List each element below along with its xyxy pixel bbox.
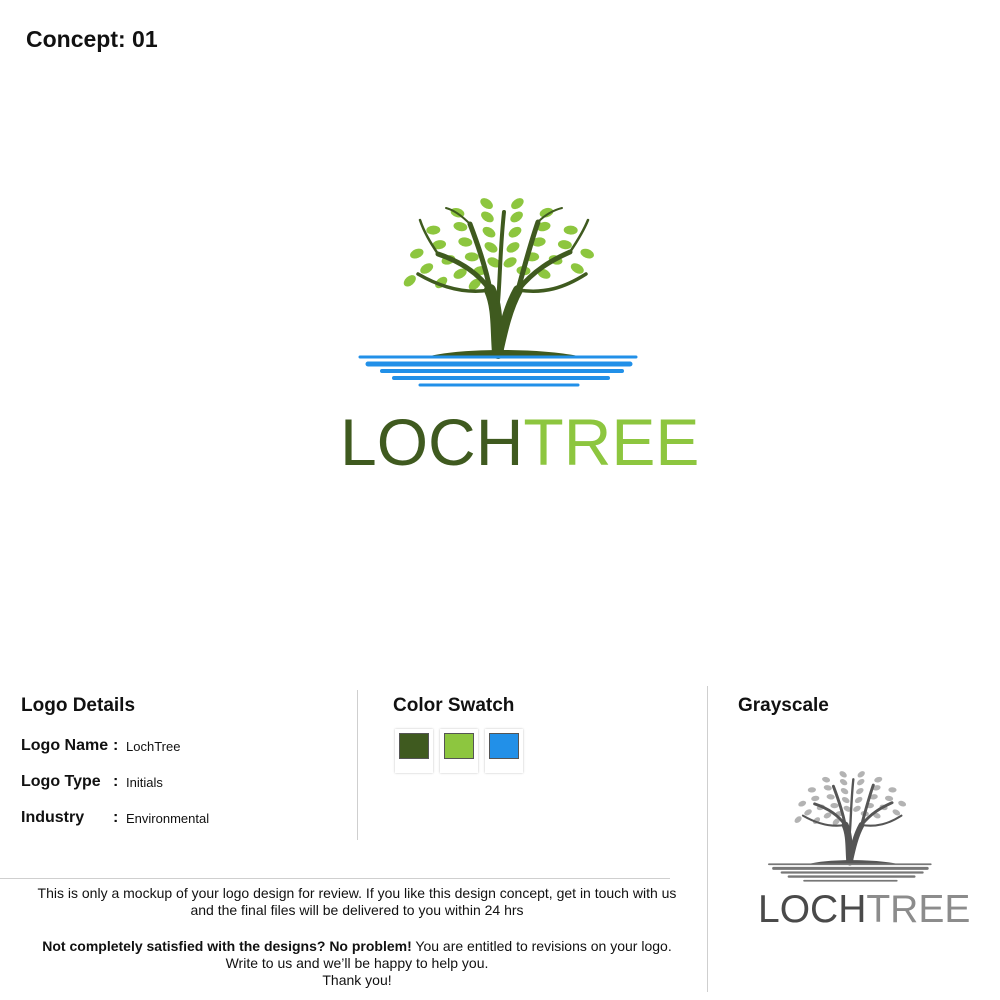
grayscale-wordmark bbox=[758, 888, 970, 932]
gray-leaf bbox=[839, 778, 849, 787]
color-chip-blue bbox=[485, 729, 523, 773]
detail-label: Logo Name bbox=[21, 737, 109, 754]
main-leaf bbox=[426, 225, 440, 235]
footer-bold-text: Not completely satisfied with the designs? No problem! bbox=[42, 938, 412, 954]
tree-over-water-icon-grayscale bbox=[756, 765, 946, 885]
detail-colon: : bbox=[113, 737, 119, 754]
gray-leaf bbox=[838, 770, 848, 779]
detail-value: Environmental bbox=[126, 811, 210, 826]
main-leaf bbox=[409, 247, 425, 261]
footer-text: and the final files will be delivered to you within 24 hrs bbox=[190, 902, 524, 918]
chip-fill bbox=[399, 733, 429, 759]
main-leaf bbox=[458, 237, 473, 248]
detail-row-type bbox=[21, 773, 351, 793]
tree-over-water-icon bbox=[338, 190, 662, 390]
detail-label: Logo Type bbox=[21, 773, 101, 790]
gray-leaf bbox=[897, 800, 907, 808]
main-leaf bbox=[402, 273, 418, 289]
chip-fill bbox=[444, 733, 474, 759]
main-leaf bbox=[509, 196, 526, 212]
gray-leaf bbox=[797, 800, 807, 808]
grayscale-heading: Grayscale bbox=[738, 695, 829, 716]
wordmark-tree: TREE bbox=[523, 405, 700, 479]
detail-colon: : bbox=[113, 773, 119, 790]
footer-divider bbox=[0, 878, 670, 879]
detail-row-industry bbox=[21, 809, 351, 829]
color-chip-dark-green bbox=[395, 729, 433, 773]
footer-thank-you: Thank you! bbox=[322, 972, 392, 988]
gray-leaf bbox=[856, 778, 866, 787]
color-chip-light-green bbox=[440, 729, 478, 773]
gray-leaf bbox=[855, 787, 865, 796]
gray-leaf bbox=[808, 787, 816, 793]
wordmark-loch: LOCH bbox=[340, 405, 524, 479]
wordmark-tree: TREE bbox=[866, 888, 971, 931]
main-leaf bbox=[557, 239, 572, 250]
chip-fill bbox=[489, 733, 519, 759]
concept-title: Concept: 01 bbox=[26, 26, 158, 52]
detail-value: LochTree bbox=[126, 739, 181, 754]
gray-leaf bbox=[854, 796, 864, 805]
footer-text: You are entitled to revisions on your logo. bbox=[411, 938, 672, 954]
main-leaf bbox=[479, 209, 496, 224]
gray-leaf bbox=[840, 787, 850, 796]
logo-details-heading: Logo Details bbox=[21, 695, 136, 716]
gray-leaf bbox=[823, 784, 832, 791]
wordmark-loch: LOCH bbox=[758, 888, 867, 931]
gray-leaf bbox=[856, 770, 866, 779]
footer-text: Write to us and we’ll be happy to help you. bbox=[225, 955, 489, 971]
gray-leaf bbox=[885, 795, 894, 801]
gray-leaf bbox=[830, 803, 838, 809]
main-leaf bbox=[564, 225, 578, 234]
detail-label: Industry bbox=[21, 809, 85, 826]
detail-colon: : bbox=[113, 809, 119, 826]
footer-revisions bbox=[0, 938, 714, 955]
gray-leaf bbox=[811, 795, 820, 801]
main-leaf bbox=[465, 252, 479, 261]
detail-value: Initials bbox=[126, 775, 163, 790]
logo-wordmark bbox=[340, 404, 699, 480]
footer-text: This is only a mockup of your logo design for review. If you like this design concept, get in touch with us bbox=[37, 885, 677, 901]
main-leaf bbox=[483, 240, 500, 255]
main-leaf bbox=[508, 209, 525, 224]
column-divider bbox=[357, 690, 358, 840]
gray-leaf bbox=[891, 808, 901, 817]
main-logo bbox=[338, 190, 700, 480]
gray-leaf bbox=[841, 796, 851, 805]
main-leaf bbox=[481, 225, 498, 240]
main-leaf bbox=[505, 240, 522, 255]
gray-leaf bbox=[793, 815, 803, 824]
main-leaf bbox=[502, 255, 519, 270]
gray-leaf bbox=[874, 776, 883, 783]
main-leaf bbox=[478, 196, 495, 211]
grayscale-logo bbox=[756, 765, 971, 935]
detail-row-name bbox=[21, 737, 351, 757]
main-leaf bbox=[569, 261, 586, 276]
main-leaf bbox=[579, 247, 595, 260]
main-leaf bbox=[453, 221, 469, 233]
color-swatch-heading: Color Swatch bbox=[393, 695, 515, 716]
gray-leaf bbox=[821, 776, 830, 783]
gray-leaf bbox=[888, 787, 896, 793]
gray-leaf bbox=[852, 805, 862, 814]
gray-leaf bbox=[826, 794, 835, 800]
main-leaf bbox=[507, 225, 524, 240]
